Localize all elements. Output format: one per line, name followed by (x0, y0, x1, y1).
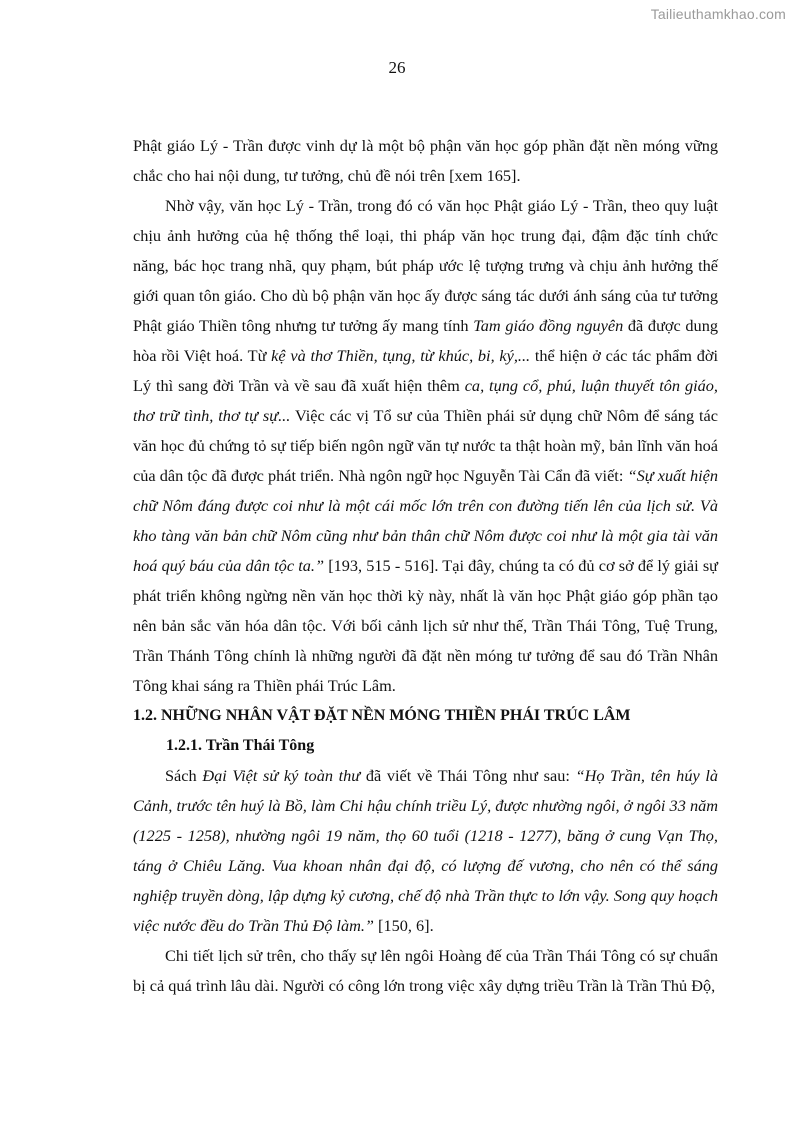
section-heading: 1.2. NHỮNG NHÂN VẬT ĐẶT NỀN MÓNG THIỀN PHÁI TRÚC LÂM (133, 707, 631, 724)
paragraph-4: Chi tiết lịch sử trên, cho thấy sự lên ngôi Hoàng đế của Trần Thái Tông có sự chuẩn bị cả quá trình lâu dài. Người có công lớn trong việc xây dựng triều Trần là Trần Thủ Độ, (133, 946, 718, 995)
quote-su-ky: “Họ Trần, tên húy là Cảnh, trước tên huý là Bồ, làm Chi hậu chính triều Lý, được nhường ngôi, ở ngôi 33 năm (1225 - 1258), nhường ngôi 19 năm, thọ 60 tuổi (1218 - 1277), băng ở cung Vạn Thọ, táng ở Chiêu Lăng. Vua khoan nhân đại độ, có lượng đế vương, cho nên có thể sáng nghiệp truyền dòng, lập dựng kỷ cương, chế độ nhà Trần thực to lớn vậy. Song quy hoạch việc nước đều do Trần Thủ Độ làm.” (133, 766, 719, 935)
italic-run: Tam giáo đồng nguyên (473, 316, 624, 335)
quote-nguyen-tai-can: “Sự xuất hiện chữ Nôm đáng được coi như là một cái mốc lớn trên con đường tiến lên của lịch sử. Và kho tàng văn bản chữ Nôm cũng như bản thân chữ Nôm được coi như là một gia tài văn hoá quý báu của dân tộc ta.” (133, 466, 718, 575)
watermark: Tailieuthamkhao.com (650, 6, 786, 22)
text-run: Việc các vị Tổ sư của Thiền phái sử dụng chữ Nôm để sáng tác văn học đủ chứng tỏ sự tiếp biến ngôn ngữ văn tự nước ta thật hoàn mỹ, bản lĩnh văn hoá của dân tộc đã được phát triển. Nhà ngôn ngữ học Nguyễn Tài Cẩn đã viết: (133, 406, 718, 485)
text-run: Sách (165, 766, 203, 785)
paragraph-1: Phật giáo Lý - Trần được vinh dự là một bộ phận văn học góp phần đặt nền móng vững chắc cho hai nội dung, tư tưởng, chủ đề nói trên [xem 165]. (133, 136, 718, 185)
document-body (133, 131, 718, 1001)
text-run: [150, 6]. (373, 916, 434, 935)
text-run: Nhờ vậy, văn học Lý - Trần, trong đó có văn học Phật giáo Lý - Trần, theo quy luật chịu ảnh hưởng của hệ thống thể loại, thi pháp văn học trung đại, đậm đặc tính chức năng, bác học trang nhã, quy phạm, bút pháp ước lệ tượng trưng và chịu ảnh hưởng thế giới quan tôn giáo. Cho dù bộ phận văn học ấy được sáng tác dưới ánh sáng của tư tưởng Phật giáo Thiền tông nhưng tư tưởng ấy mang tính (133, 196, 718, 335)
book-title: Đại Việt sử ký toàn thư (202, 766, 361, 785)
italic-run: kệ và thơ Thiền, tụng, từ khúc, bi, ký,... (271, 346, 531, 365)
page-number: 26 (388, 58, 406, 77)
text-run: đã viết về Thái Tông như sau: (360, 766, 576, 785)
italic-run: ca, tụng cổ, phú, luận thuyết tôn giáo, thơ trữ tình, thơ tự sự... (133, 376, 718, 425)
paragraph-3 (133, 761, 718, 941)
paragraph-2 (133, 191, 718, 701)
text-run: thể hiện ở các tác phẩm đời Lý thì sang đời Trần và về sau đã xuất hiện thêm (133, 346, 718, 395)
text-run: [193, 515 - 516]. Tại đây, chúng ta có đủ cơ sở để lý giải sự phát triển không ngừng nền văn học thời kỳ này, nhất là văn học Phật giáo góp phần tạo nên bản sắc văn hóa dân tộc. Với bối cảnh lịch sử như thế, Trần Thái Tông, Tuệ Trung, Trần Thánh Tông chính là những người đã đặt nền móng tư tưởng để sau đó Trần Nhân Tông khai sáng ra Thiền phái Trúc Lâm. (133, 556, 718, 695)
text-run: đã được dung hòa rồi Việt hoá. Từ (133, 316, 718, 365)
subsection-heading: 1.2.1. Trần Thái Tông (166, 737, 315, 754)
